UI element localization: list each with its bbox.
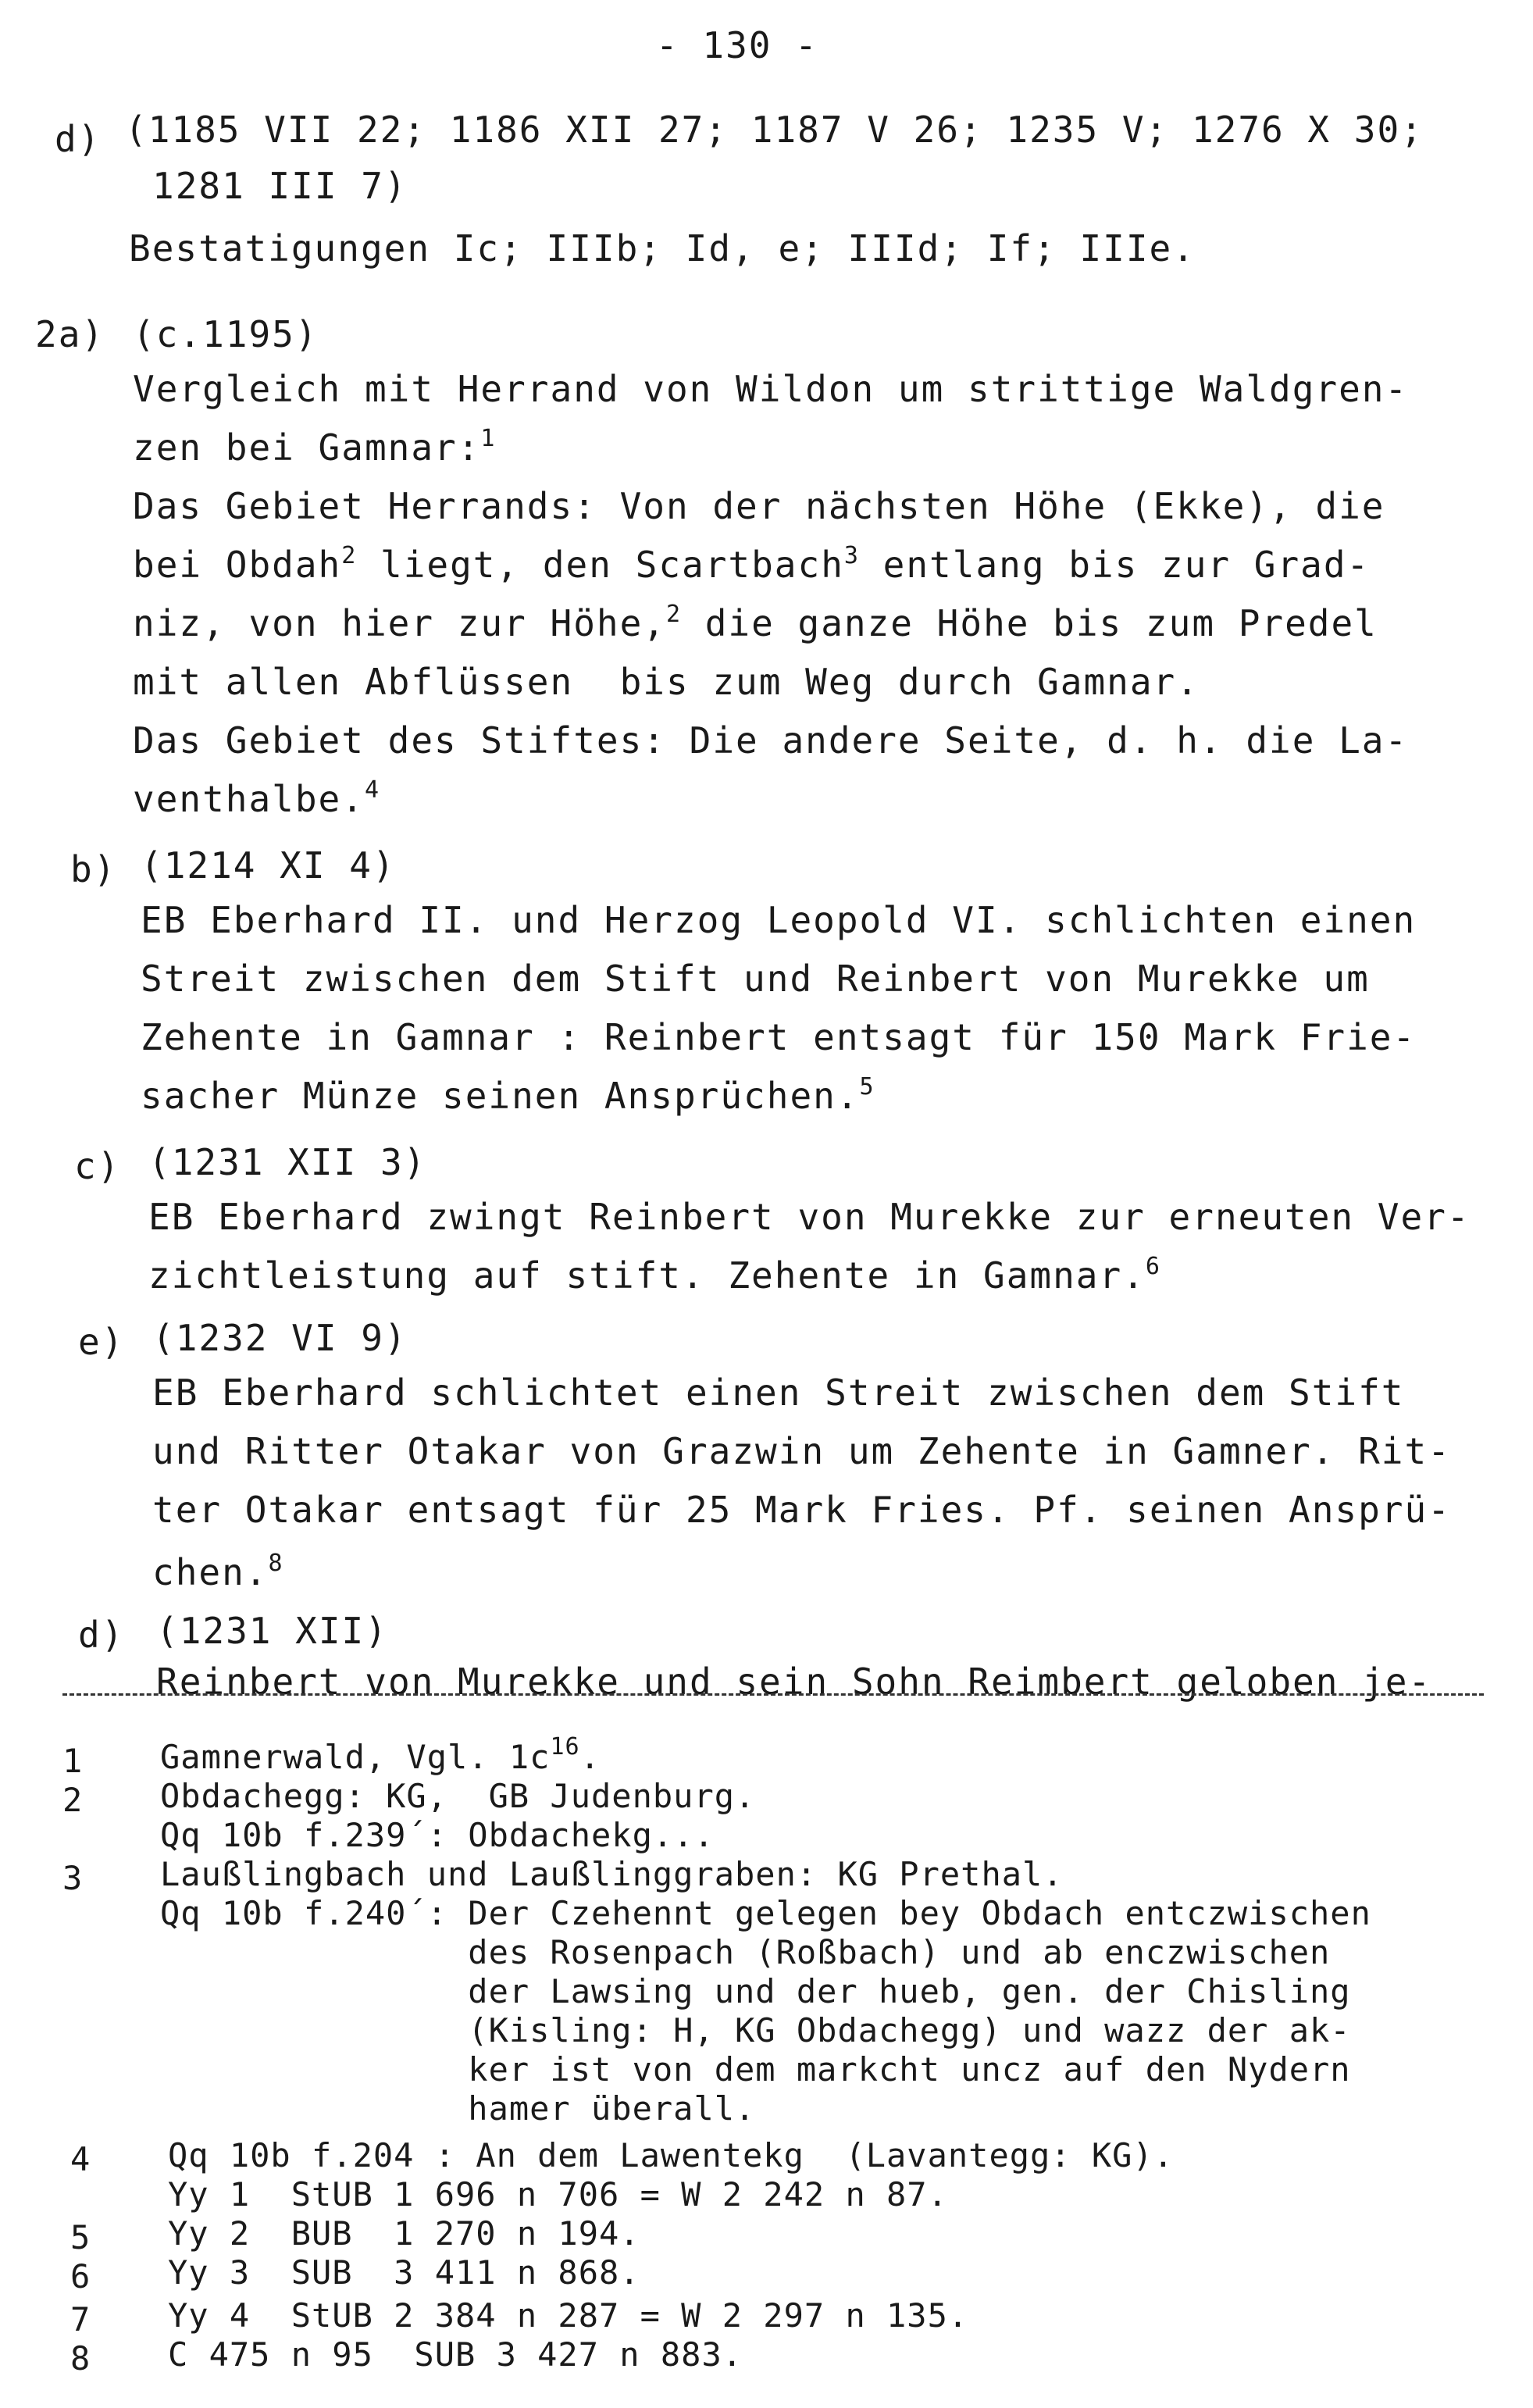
section-b-line: Zehente in Gamnar : Reinbert entsagt für 150 Mark Frie- [141,1016,1417,1058]
section-2a-line: zen bei Gamnar:$^1$ [133,425,497,469]
section-c-line: zichtleistung auf stift. Zehente in Gamnar.$^6$ [148,1253,1161,1297]
footnote-line: der Lawsing und der hueb, gen. der Chisling [160,1972,1351,2010]
section-2a-line: Das Gebiet Herrands: Von der nächsten Höhe (Ekke), die [133,485,1385,527]
section-e-line: ter Otakar entsagt für 25 Mark Fries. Pf. seinen Ansprü- [152,1489,1451,1531]
section-b-line: Streit zwischen dem Stift und Reinbert von Murekke um [141,958,1370,1000]
section-e-line: EB Eberhard schlichtet einen Streit zwischen dem Stift [152,1372,1405,1414]
footnote-ref: 2 [341,542,358,569]
section-c-date: (1231 XII 3) [148,1141,427,1183]
section-d1-text: Bestatigungen Ic; IIIb; Id, e; IIId; If; IIIe. [129,227,1196,269]
footnote-number: 2 [62,1781,84,1819]
footnote-line: Gamnerwald, Vgl. $1c^{16}$. [160,1733,601,1776]
section-d2-line: Reinbert von Murekke und sein Sohn Reimbert geloben je- [156,1661,1432,1703]
section-2a-line: Das Gebiet des Stiftes: Die andere Seite, d. h. die La- [133,719,1409,762]
section-e-date: (1232 VI 9) [152,1317,408,1359]
footnote-number: 6 [70,2257,91,2296]
section-d2-label: d) [78,1614,125,1656]
footnote-line: Yy 3 SUB 3 411 n 868. [168,2253,640,2292]
footnote-line: Obdachegg: KG, GB Judenburg. [160,1777,756,1815]
footnote-ref: 16 [550,1733,580,1761]
section-e-label: e) [78,1321,125,1363]
section-e-line: chen.$^8$ [152,1550,284,1593]
section-2a-date: (c.1195) [133,313,319,355]
footnote-line: (Kisling: H, KG Obdachegg) und wazz der ak- [160,2011,1351,2049]
section-2a-line: Vergleich mit Herrand von Wildon um strittige Waldgren- [133,368,1409,410]
footnote-number: 1 [62,1742,84,1780]
section-c-label: c) [74,1145,121,1187]
footnote-ref: 1 [480,425,497,452]
footnote-line: C 475 n 95 SUB 3 427 n 883. [168,2335,743,2374]
section-2a-line: niz, von hier zur Höhe,$^2$ die ganze Höhe bis zum Predel [133,601,1378,644]
section-2a-line: mit allen Abflüssen bis zum Weg durch Gamnar. [133,661,1200,703]
footnote-number: 3 [62,1859,84,1897]
section-d2-date: (1231 XII) [156,1610,388,1652]
footnote-line: Qq 10b f.204 : An dem Lawentekg (Lavantegg: KG). [168,2136,1175,2174]
page-number: - 130 - [656,24,818,66]
section-2a-line: venthalbe.$^4$ [133,776,381,820]
footnote-number: 7 [70,2300,91,2338]
footnote-ref: 2 [665,601,683,628]
footnote-line: Yy 4 StUB 2 384 n 287 = W 2 297 n 135. [168,2296,969,2335]
footnote-line: Qq 10b f.239´: Obdachekg... [160,1816,715,1854]
footnote-separator [62,1693,1484,1696]
footnote-line: ker ist von dem markcht uncz auf den Nydern [160,2050,1351,2089]
footnote-number: 5 [70,2218,91,2256]
section-b-line: sacher Münze seinen Ansprüchen.$^5$ [141,1073,875,1117]
footnote-number: 4 [70,2140,91,2178]
section-e-line: und Ritter Otakar von Grazwin um Zehente in Gamner. Rit- [152,1430,1451,1472]
footnote-ref: 8 [268,1550,284,1577]
section-d1-label: d) [55,118,102,160]
section-b-label: b) [70,848,117,890]
footnote-line: hamer überall. [160,2089,756,2128]
footnote-line: des Rosenpach (Roßbach) und ab enczwischen [160,1933,1331,1971]
footnote-ref: 6 [1145,1253,1161,1280]
section-c-line: EB Eberhard zwingt Reinbert von Murekke zur erneuten Ver- [148,1196,1471,1238]
section-b-line: EB Eberhard II. und Herzog Leopold VI. schlichten einen [141,899,1417,941]
footnote-line: Yy 2 BUB 1 270 n 194. [168,2214,640,2253]
footnote-number: 8 [70,2339,91,2378]
footnote-line: Qq 10b f.240´: Der Czehennt gelegen bey Obdach entczwischen [160,1894,1371,1932]
section-d1-date-line2: 1281 III 7) [152,165,408,207]
footnote-ref: 3 [843,542,860,569]
footnote-ref: 4 [364,776,381,804]
section-2a-line: bei Obdah$^2$ liegt, den Scartbach$^3$ entlang bis zur Grad- [133,542,1371,586]
footnote-ref: 5 [859,1073,875,1101]
footnote-line: Yy 1 StUB 1 696 n 706 = W 2 242 n 87. [168,2175,948,2214]
footnote-line: Laußlingbach und Laußlinggraben: KG Prethal. [160,1855,1064,1893]
section-d1-date-line1: (1185 VII 22; 1186 XII 27; 1187 V 26; 1235 V; 1276 X 30; [125,109,1424,151]
section-2a-label: 2a) [35,313,105,355]
section-b-date: (1214 XI 4) [141,844,396,887]
